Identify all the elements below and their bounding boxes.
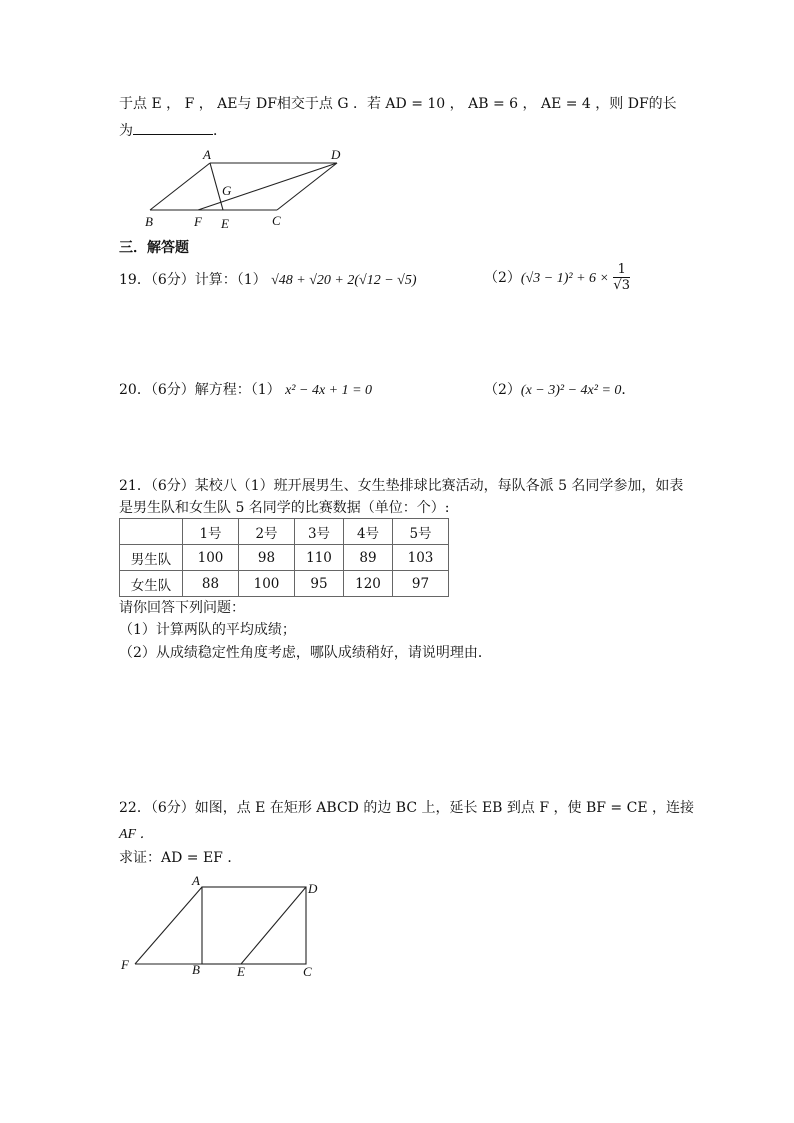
table-header-row [120, 519, 449, 545]
table-cell: 95 [295, 571, 344, 597]
label-C: C [303, 964, 312, 979]
q21-sub1: （1）计算两队的平均成绩； [119, 622, 296, 638]
label-D: D [331, 147, 341, 162]
label-B: B [192, 962, 200, 977]
table-cell: 97 [393, 571, 449, 597]
label-A: A [192, 873, 200, 888]
q21-prompt: 请你回答下列问题： [119, 600, 245, 616]
q19-part1: 19．（6分）计算：（1） √48 + √20 + 2(√12 − √5) [119, 272, 417, 288]
table-cell: 女生队 [120, 571, 183, 597]
q22-rectangle-figure [115, 872, 340, 984]
label-A: A [203, 147, 211, 162]
label-F: F [194, 214, 202, 229]
q21-sub2: （2）从成绩稳定性角度考虑，哪队成绩稍好，请说明理由． [119, 645, 492, 661]
q22-line2: AF ． [119, 827, 154, 842]
q20-part1: 20．（6分）解方程：（1） x² − 4x + 1 = 0 [119, 382, 373, 398]
table-header-cell: 3号 [295, 519, 344, 545]
table-cell: 100 [183, 545, 239, 571]
table-cell: 120 [344, 571, 393, 597]
label-E: E [221, 216, 229, 231]
fraction: $\frac{1}{√3}$ [613, 262, 630, 293]
label-D: D [308, 881, 318, 896]
table-header-cell: 1号 [183, 519, 239, 545]
q22-line1: 22．（6分）如图，点 E 在矩形 ABCD 的边 BC 上，延长 EB 到点 F ，使 BF = CE ，连接 [119, 800, 694, 816]
label-G: G [222, 183, 232, 198]
table-header-cell: 2号 [239, 519, 295, 545]
q18-line2: 为 ． [119, 120, 227, 141]
table-row [120, 545, 449, 571]
table-cell: 男生队 [120, 545, 183, 571]
q21-line1: 21．（6分）某校八（1）班开展男生、女生垫排球比赛活动，每队各派 5 名同学参加，如表 [119, 478, 684, 494]
label-B: B [145, 214, 153, 229]
q18-parallelogram-figure [140, 145, 350, 233]
q19-part2: （2）(√3 − 1)² + 6 × $\frac{1}{√3}$ [484, 262, 630, 293]
table-cell: 98 [239, 545, 295, 571]
table-cell: 100 [239, 571, 295, 597]
q20-part2: （2）(x − 3)² − 4x² = 0． [484, 382, 636, 398]
table-cell: 89 [344, 545, 393, 571]
table-header-cell: 5号 [393, 519, 449, 545]
q22-line3: 求证：AD = EF ． [119, 850, 242, 866]
section-title: 三．解答题 [119, 240, 189, 256]
label-E: E [237, 964, 245, 979]
table-cell: 110 [295, 545, 344, 571]
score-table [119, 518, 449, 597]
label-C: C [272, 213, 281, 228]
label-F: F [121, 957, 129, 972]
q18-line1: 于点 E ， F ， AE与 DF相交于点 G ．若 AD = 10 ， AB = 6 ， AE = 4 ，则 DF的长 [119, 96, 677, 112]
table-row [120, 571, 449, 597]
q21-line2: 是男生队和女生队 5 名同学的比赛数据（单位：个）: [119, 500, 450, 516]
table-header-cell [120, 519, 183, 545]
table-cell: 88 [183, 571, 239, 597]
table-header-cell: 4号 [344, 519, 393, 545]
table-cell: 103 [393, 545, 449, 571]
answer-blank[interactable] [133, 120, 213, 135]
